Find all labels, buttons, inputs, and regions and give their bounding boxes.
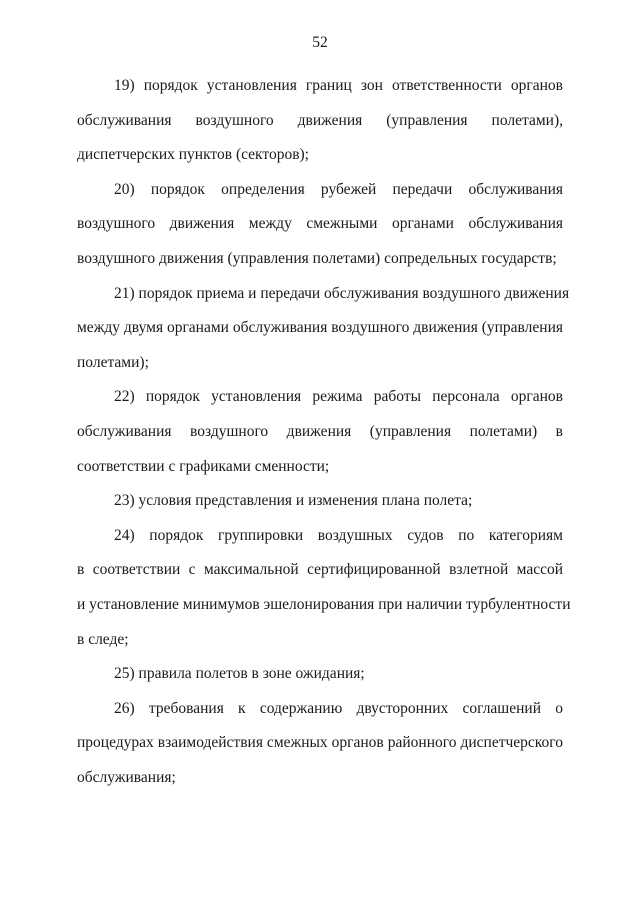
text-line: диспетчерских пунктов (секторов); <box>77 146 309 164</box>
text-line: 24) порядок группировки воздушных судов по категориям <box>114 526 563 544</box>
text-line: воздушного движения между смежными органами обслуживания <box>77 215 563 233</box>
text-line: 26) требования к содержанию двусторонних соглашений о <box>114 699 563 717</box>
text-line: обслуживания воздушного движения (управления полетами), <box>77 111 563 129</box>
document-body <box>77 69 571 795</box>
text-line: 23) условия представления и изменения плана полета; <box>114 492 473 510</box>
text-line: обслуживания; <box>77 768 176 786</box>
text-line: соответствии с графиками сменности; <box>77 457 330 475</box>
text-line: полетами); <box>77 353 149 371</box>
list-item-24 <box>77 519 571 657</box>
list-item-26 <box>77 692 563 796</box>
list-item-21 <box>77 277 570 381</box>
list-item-22 <box>77 380 563 484</box>
list-item-25 <box>77 657 563 692</box>
list-item-20 <box>77 173 563 277</box>
text-line: 22) порядок установления режима работы персонала органов <box>114 388 563 406</box>
text-line: воздушного движения (управления полетами) сопредельных государств; <box>77 249 557 267</box>
list-item-23 <box>77 484 563 519</box>
text-line: обслуживания воздушного движения (управления полетами) в <box>77 422 563 440</box>
text-line: в следе; <box>77 630 129 648</box>
text-line: в соответствии с максимальной сертифицированной взлетной массой <box>77 561 563 579</box>
text-line: процедурах взаимодействия смежных органов районного диспетчерского <box>77 734 563 752</box>
text-line: 21) порядок приема и передачи обслуживания воздушного движения <box>114 284 570 302</box>
list-item-19 <box>77 69 563 173</box>
text-line: 19) порядок установления границ зон ответственности органов <box>114 77 563 94</box>
text-line: и установление минимумов эшелонирования при наличии турбулентности <box>77 595 571 613</box>
page-number: 52 <box>312 34 328 51</box>
text-line: 20) порядок определения рубежей передачи обслуживания <box>114 180 563 198</box>
text-line: 25) правила полетов в зоне ожидания; <box>114 665 365 683</box>
text-line: между двумя органами обслуживания воздушного движения (управления <box>77 319 564 337</box>
